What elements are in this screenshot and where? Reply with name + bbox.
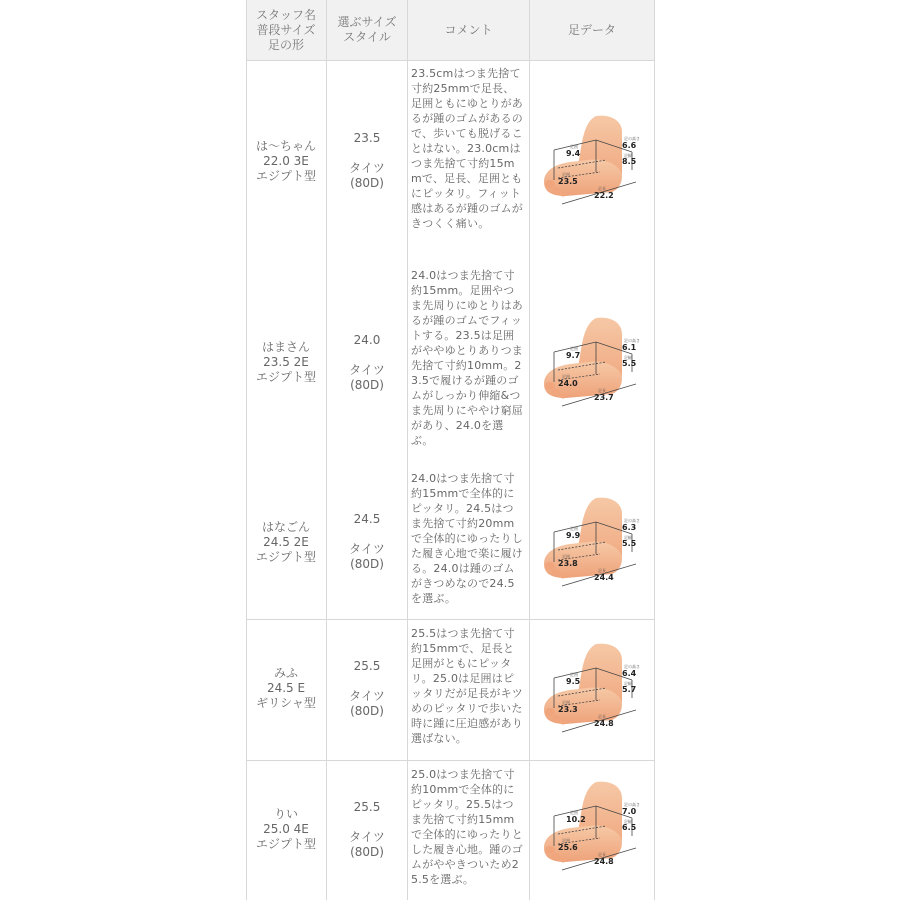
toe-shape — [552, 389, 560, 395]
style: タイツ — [349, 363, 385, 377]
height-label: 足の高さ — [624, 518, 640, 523]
width-label: 足幅 — [624, 681, 632, 686]
size-cell — [327, 333, 407, 393]
height-value: 6.4 — [622, 669, 637, 678]
header-chosen-size: 選ぶサイズ — [337, 15, 397, 29]
header-foot-data-label: 足データ — [567, 22, 616, 37]
comment-text: 25.0はつま先捨て寸約10mmで全体的にピッタリ。25.5はつま先捨て寸約15mmで全体的にゆったりとした履き心地。踵のゴムがややきついため25.5を選ぶ。 — [411, 768, 523, 886]
toe-shape — [560, 574, 567, 579]
toe-shape — [560, 192, 567, 197]
length-value: 24.8 — [594, 857, 614, 866]
staff-foot-type: エジプト型 — [255, 837, 316, 851]
header-size — [327, 0, 407, 60]
length-label: 足長 — [598, 388, 606, 393]
staff-cell — [246, 340, 326, 385]
denier: (80D) — [350, 704, 384, 718]
foot-diagram — [536, 312, 648, 416]
length-label: 足長 — [598, 852, 606, 857]
header-staff-name: スタッフ名 — [255, 7, 316, 22]
header-staff — [246, 0, 326, 60]
width-label: 足幅 — [624, 819, 632, 824]
column-divider — [654, 0, 655, 900]
header-foot-data — [530, 0, 654, 60]
toe-shape — [560, 858, 567, 863]
height-label: 足の高さ — [624, 136, 640, 141]
column-divider — [246, 0, 247, 900]
girth-value: 23.5 — [558, 177, 578, 186]
length-value: 24.8 — [594, 719, 614, 728]
instep-label: 足囲 — [570, 144, 578, 149]
width-label: 足幅 — [624, 153, 632, 158]
height-label: 足の高さ — [624, 802, 640, 807]
big-toe-shape — [545, 382, 555, 390]
width-label: 足幅 — [624, 355, 632, 360]
big-toe-shape — [545, 562, 555, 570]
staff-foot-type: エジプト型 — [255, 169, 316, 183]
denier: (80D) — [350, 557, 384, 571]
width-value: 8.5 — [622, 157, 637, 166]
size-cell — [327, 800, 407, 860]
big-toe-shape — [545, 708, 555, 716]
length-value: 23.7 — [594, 393, 614, 402]
row-divider — [246, 619, 654, 620]
girth-value: 23.8 — [558, 559, 578, 568]
comment-text: 24.0はつま先捨て寸約15mmで全体的にピッタリ。24.5はつま先捨て寸約20mmで全体的にゆったりした履き心地で楽に履ける。24.0は踵のゴムがきつめなので24.5を選ぶ。 — [411, 472, 523, 605]
size-cell — [327, 512, 407, 572]
staff-usual-size: 23.5 2E — [263, 355, 309, 369]
size-cell — [327, 131, 407, 191]
chosen-size: 25.5 — [353, 659, 381, 673]
header-usual-size: 普段サイズ — [256, 22, 316, 37]
toe-shape — [560, 720, 567, 725]
girth-label: 足囲 — [562, 554, 570, 559]
staff-foot-type: ギリシャ型 — [256, 696, 316, 710]
foot-diagram — [536, 638, 648, 742]
style: タイツ — [349, 161, 385, 175]
comment-text: 23.5cmはつま先捨て寸約25mmで足長、足囲ともにゆとりがあるが踵のゴムがあるので、歩いても脱げることはない。23.0cmはつま先捨て寸約15mmで、足長、足囲ともにピッタリ。フィット感はあるが踵のゴムがきつくく痛い。 — [411, 67, 523, 230]
staff-usual-size: 25.0 4E — [263, 822, 309, 836]
denier: (80D) — [350, 176, 384, 190]
denier: (80D) — [350, 378, 384, 392]
girth-label: 足囲 — [562, 374, 570, 379]
staff-name: はまさん — [261, 340, 310, 354]
toe-shape — [552, 187, 560, 193]
length-value: 22.2 — [594, 191, 614, 200]
height-value: 6.3 — [622, 523, 637, 532]
column-divider — [529, 0, 530, 900]
staff-name: りい — [273, 807, 298, 821]
instep-label: 足囲 — [570, 672, 578, 677]
width-value: 5.5 — [622, 359, 637, 368]
chosen-size: 24.0 — [353, 333, 381, 347]
staff-foot-type: エジプト型 — [255, 550, 316, 564]
toe-shape — [560, 394, 567, 399]
staff-foot-type: エジプト型 — [255, 370, 316, 384]
header-foot-type: 足の形 — [267, 37, 304, 52]
style: タイツ — [349, 830, 385, 844]
staff-name: はなごん — [261, 520, 310, 534]
girth-value: 25.6 — [558, 843, 578, 852]
width-value: 5.5 — [622, 539, 637, 548]
foot-diagram — [536, 492, 648, 596]
height-value: 6.6 — [622, 141, 637, 150]
height-value: 7.0 — [622, 807, 637, 816]
staff-cell — [246, 139, 326, 184]
staff-usual-size: 24.5 2E — [263, 535, 309, 549]
big-toe-shape — [545, 846, 555, 854]
instep-label: 足囲 — [570, 346, 578, 351]
comment-text: 24.0はつま先捨て寸約15mm。足囲やつま先周りにゆとりはあるが踵のゴムでフィットする。23.5は足囲がややゆとりありつま先捨て寸約10mm。23.5で履けるが踵のゴムがしっかり伸縮&つま先周りにややけ窮屈があり、24.0を選ぶ。 — [411, 269, 523, 447]
girth-value: 24.0 — [558, 379, 578, 388]
denier: (80D) — [350, 845, 384, 859]
header-comment — [408, 0, 529, 60]
girth-value: 23.3 — [558, 705, 578, 714]
toe-shape — [552, 569, 560, 575]
width-label: 足幅 — [624, 535, 632, 540]
staff-cell — [246, 520, 326, 565]
width-value: 5.7 — [622, 685, 637, 694]
instep-value: 9.7 — [566, 351, 581, 360]
style: タイツ — [349, 689, 385, 703]
style: タイツ — [349, 542, 385, 556]
width-value: 6.5 — [622, 823, 637, 832]
length-label: 足長 — [598, 568, 606, 573]
toe-shape — [552, 853, 560, 859]
size-cell — [327, 659, 407, 719]
length-label: 足長 — [598, 186, 606, 191]
staff-usual-size: 24.5 E — [266, 681, 306, 695]
height-label: 足の高さ — [624, 664, 640, 669]
staff-cell — [246, 666, 326, 711]
instep-label: 足囲 — [570, 810, 578, 815]
length-label: 足長 — [598, 714, 606, 719]
instep-label: 足囲 — [570, 526, 578, 531]
chosen-size: 25.5 — [353, 800, 381, 814]
row-divider — [246, 760, 654, 761]
staff-name: は〜ちゃん — [255, 139, 316, 153]
height-label: 足の高さ — [624, 338, 640, 343]
staff-cell — [246, 807, 326, 852]
big-toe-shape — [545, 180, 555, 188]
foot-diagram — [536, 776, 648, 880]
instep-value: 9.4 — [566, 149, 581, 158]
instep-value: 9.9 — [566, 531, 581, 540]
chosen-size: 23.5 — [353, 131, 381, 145]
girth-label: 足囲 — [562, 700, 570, 705]
header-style: スタイル — [343, 30, 391, 44]
header-comment-label: コメント — [444, 22, 493, 37]
girth-label: 足囲 — [562, 172, 570, 177]
column-divider — [407, 0, 408, 900]
height-value: 6.1 — [622, 343, 637, 352]
instep-value: 10.2 — [566, 815, 586, 824]
foot-diagram — [536, 110, 648, 214]
row-divider — [246, 60, 654, 61]
chosen-size: 24.5 — [353, 512, 381, 526]
girth-label: 足囲 — [562, 838, 570, 843]
toe-shape — [552, 715, 560, 721]
instep-value: 9.5 — [566, 677, 581, 686]
length-value: 24.4 — [594, 573, 614, 582]
staff-name: みふ — [273, 666, 298, 680]
comment-text: 25.5はつま先捨て寸約15mmで、足長と足囲がともにピッタリ。25.0は足囲はピッタリだが足長がキツめのピッタリで歩いた時に踵に圧迫感があり選ばない。 — [411, 627, 523, 745]
staff-usual-size: 22.0 3E — [263, 154, 309, 168]
